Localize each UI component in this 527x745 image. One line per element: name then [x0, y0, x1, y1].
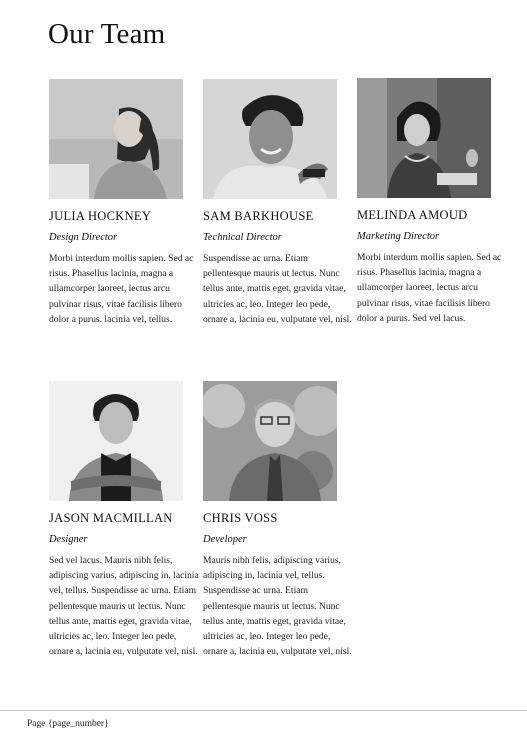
- member-bio: Morbi interdum mollis sapien. Sed ac risus. Phasellus lacinia, magna a ullamcorper laoreet, lectus arcu pulvinar risus, vitae facilisis libero dolor a purus. lacinia vel, tellus.: [49, 253, 194, 325]
- member-role: Marketing Director: [357, 231, 440, 242]
- member-role: Design Director: [49, 232, 118, 243]
- footer-divider: [0, 710, 527, 711]
- member-photo: [203, 79, 337, 199]
- team-member-card: [203, 381, 353, 659]
- team-member-card: [49, 79, 199, 327]
- member-role: Technical Director: [203, 232, 282, 243]
- member-photo: [49, 381, 183, 501]
- team-member-card: [203, 79, 353, 327]
- team-member-card: [49, 381, 199, 659]
- member-bio: Morbi interdum mollis sapien. Sed ac risus. Phasellus lacinia, magna a ullamcorper laoreet, lectus arcu pulvinar risus, vitae facilisis libero dolor a purus. Sed vel lacus.: [357, 252, 502, 324]
- portrait-image: [203, 381, 337, 501]
- portrait-image: [357, 78, 491, 198]
- member-name: MELINDA AMOUD: [357, 208, 468, 222]
- member-photo: [203, 381, 337, 501]
- member-role: Developer: [203, 534, 247, 545]
- member-photo: [49, 79, 183, 199]
- member-name: JULIA HOCKNEY: [49, 209, 152, 223]
- member-bio: Mauris nibh felis, adipiscing varius, adipiscing in, lacinia vel, tellus. Suspendisse ac urna. Etiam pellentesque mauris ut lectus. Nunc tellus ante, mattis eget, gravida vitae, ultricies ac, leo. Integer leo pede, ornare a, lacinia eu, vulputate vel, nisl.: [203, 555, 352, 658]
- member-bio: Sed vel lacus. Mauris nibh felis, adipiscing varius, adipiscing in, lacinia vel, tellus. Suspendisse ac urna. Etiam pellentesque mauris ut lectus. Nunc tellus ante, mattis eget, gravida vitae, ultricies ac, leo. Integer leo pede, ornare a, lacinia eu, vulputate vel, nisl.: [49, 555, 199, 658]
- member-bio: Suspendisse ac urna. Etiam pellentesque mauris ut lectus. Nunc tellus ante, mattis eget, gravida vitae, ultricies ac, leo. Integer leo pede, ornare a, lacinia eu, vulputate vel, nisl.: [203, 253, 352, 325]
- portrait-image: [203, 79, 337, 199]
- member-photo: [357, 78, 491, 198]
- page-footer: Page {page_number}: [27, 719, 109, 729]
- portrait-image: [49, 79, 183, 199]
- member-name: CHRIS VOSS: [203, 511, 278, 525]
- member-name: SAM BARKHOUSE: [203, 209, 314, 223]
- portrait-image: [49, 381, 183, 501]
- member-name: JASON MACMILLAN: [49, 511, 173, 525]
- page-title: Our Team: [48, 18, 166, 50]
- member-role: Designer: [49, 534, 88, 545]
- team-member-card: [357, 78, 507, 326]
